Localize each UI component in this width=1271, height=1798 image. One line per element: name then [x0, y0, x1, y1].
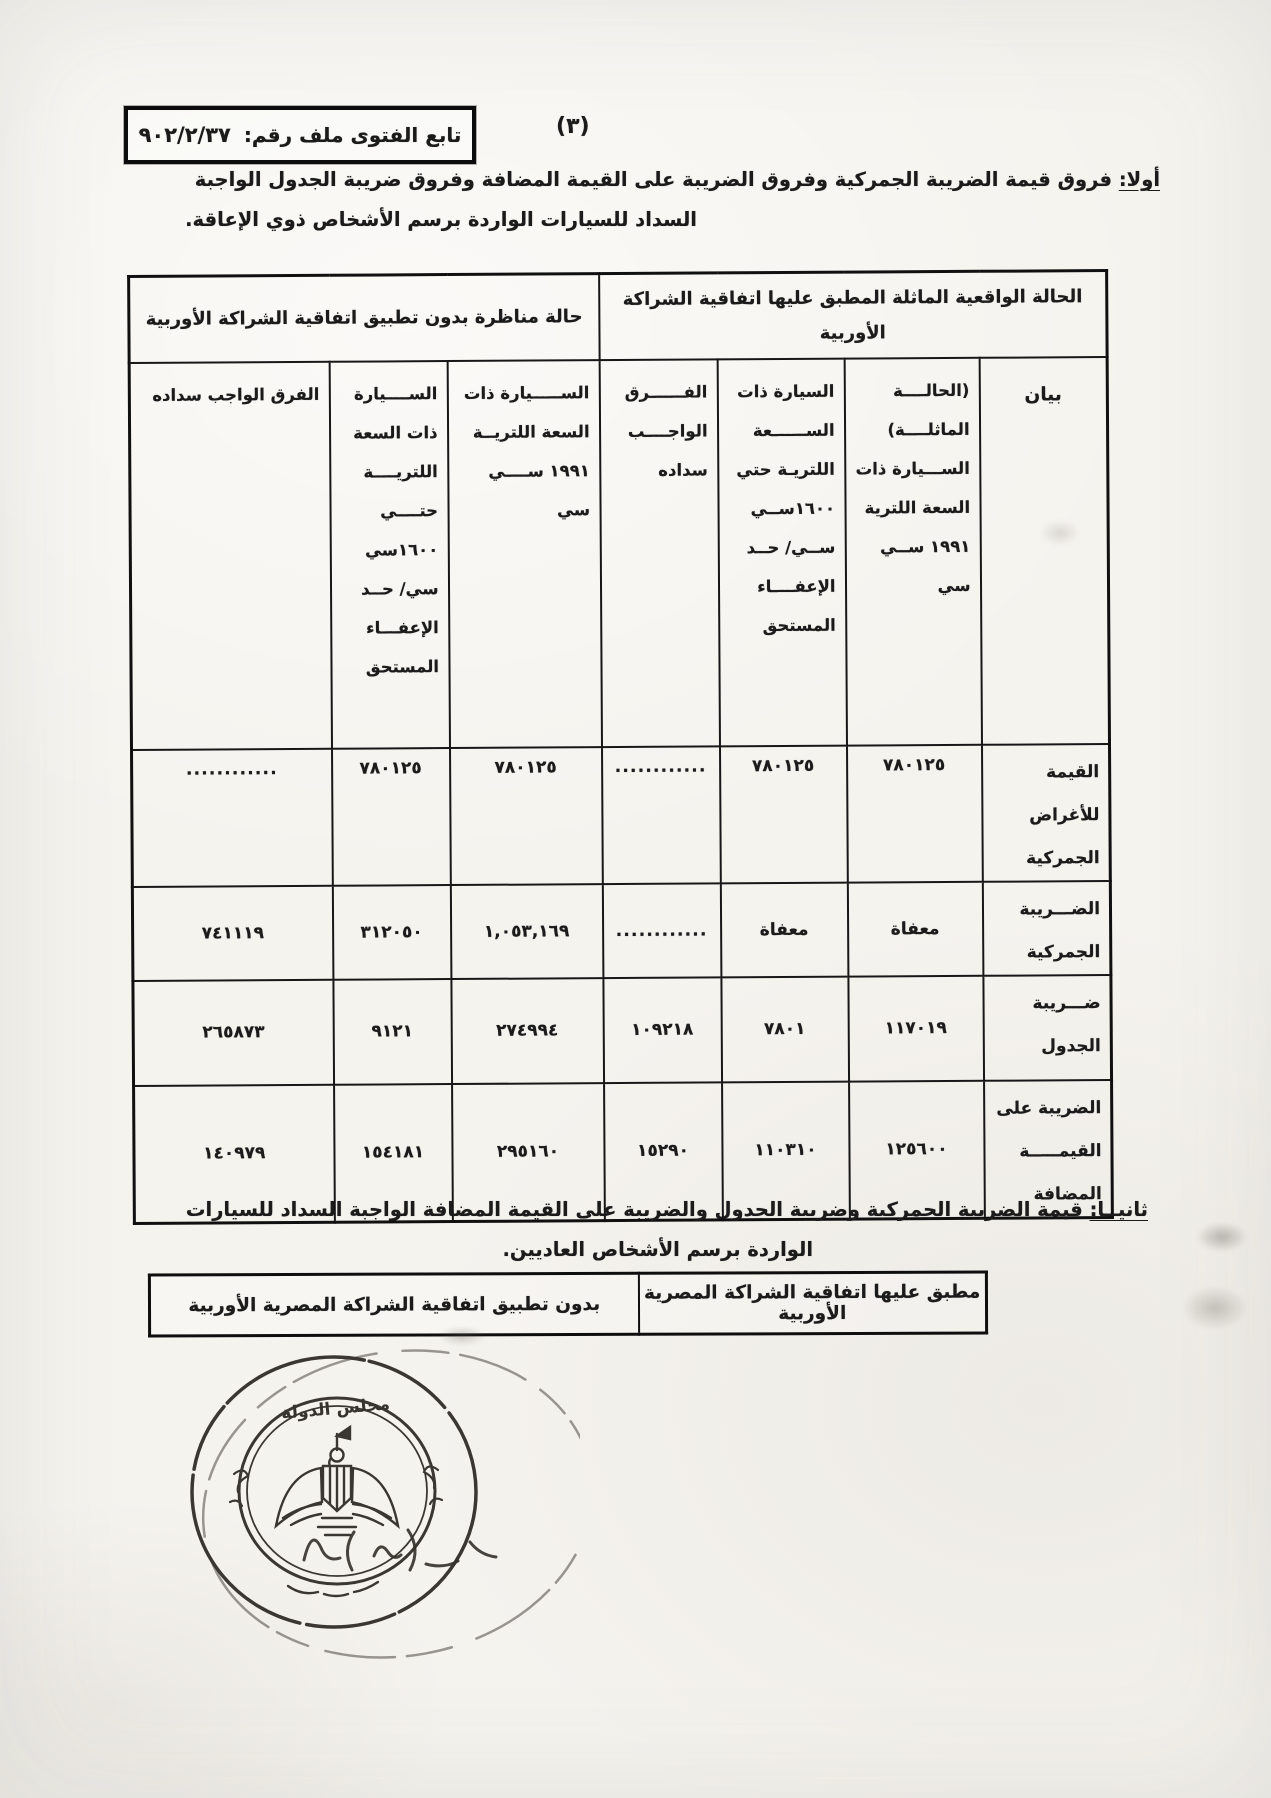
applied-agreement-cell: مطبق عليها اتفاقية الشراكة المصرية الأوربية [638, 1272, 986, 1334]
file-reference-box [124, 106, 476, 164]
scan-smudge [1196, 1222, 1248, 1252]
value-cell: ٢٦٥٨٧٣ [133, 979, 334, 1085]
column-header-1: (الحالــــة الماثلــــة) الســـيارة ذات السعة اللترية ١٩٩١ ســي سي [844, 357, 981, 745]
scan-smudge [1182, 1286, 1248, 1330]
value-cell: ٢٩٥١٦٠ [452, 1083, 605, 1221]
value-cell: ١٢٥٦٠٠ [849, 1080, 985, 1218]
section-two-paragraph [148, 1190, 1148, 1270]
value-cell: ١٥٤١٨١ [334, 1084, 453, 1222]
value-cell: ٧٨٠١ [721, 976, 849, 1082]
value-cell: ٣١٢٠٥٠ [332, 885, 451, 980]
value-cell: ١١٧٠١٩ [848, 975, 984, 1081]
column-header-6: الفرق الواجب سداده [129, 361, 331, 749]
value-cell: ٩١٢١ [333, 979, 452, 1085]
value-cell: ٧٨٠١٢٥ [450, 747, 603, 885]
value-cell: ٧٤١١١٩ [132, 885, 333, 980]
column-header-3: الفــــــرق الواجــــب سداده [599, 359, 719, 747]
table-row [149, 1272, 986, 1336]
tax-comparison-table [127, 269, 1114, 1224]
handwritten-annotation [288, 1510, 530, 1588]
value-cell: ١٤٠٩٧٩ [134, 1084, 335, 1223]
column-header-2: السيارة ذات الســــــعة اللتريـة حتي ١٦٠٠ســي ســي/ حــد الإعفــــاء المستحق [717, 358, 846, 746]
table-group-header-row [129, 271, 1108, 363]
group-header-comparable: حالة مناظرة بدون تطبيق اتفاقية الشراكة الأوربية [129, 274, 600, 363]
file-reference-label: تابع الفتوى ملف رقم: [243, 123, 462, 147]
stamp-title: مجلس الدولة [280, 1394, 391, 1424]
column-header-4: الســـــيارة ذات السعة اللتريــة ١٩٩١ ســــي سي [447, 360, 601, 748]
section-one-paragraph [128, 160, 1160, 240]
without-agreement-cell: بدون تطبيق اتفاقية الشراكة المصرية الأوربية [149, 1273, 638, 1336]
agreement-header-table [148, 1271, 988, 1338]
section-one-line1: أولا: فروق قيمة الضريبة الجمركية وفروق الضريبة على القيمة المضافة وفروق ضريبة الجدول الواجبة [194, 168, 1160, 191]
value-cell: معفاة [720, 882, 848, 977]
value-cell: ............ [602, 883, 721, 978]
state-council-stamp [150, 1342, 580, 1672]
table-row [133, 975, 1112, 1086]
table-row [132, 744, 1111, 887]
value-cell: ١١٠٣١٠ [722, 1081, 850, 1219]
table-column-header-row [129, 357, 1109, 750]
value-cell: ٧٨٠١٢٥ [847, 744, 983, 882]
row-label: الضريبة على القيمـــــة المضافة [984, 1080, 1113, 1218]
table-row [132, 881, 1111, 981]
value-cell: ٧٨٠١٢٥ [720, 745, 848, 883]
value-cell: ٢٧٤٩٩٤ [451, 978, 604, 1084]
group-header-applied: الحالة الواقعية الماثلة المطبق عليها اتفاقية الشراكة الأوربية [599, 271, 1108, 360]
value-cell: ١٠٩٢١٨ [603, 977, 722, 1083]
value-cell: ............ [601, 746, 720, 884]
value-cell: ............ [132, 748, 333, 886]
section-one-marker: أولا: [1118, 168, 1160, 191]
column-header-statement: بيان [979, 357, 1109, 745]
section-two-line2: الواردة برسم الأشخاص العاديين. [502, 1238, 813, 1261]
row-label: الضـــريبة الجمركية [982, 881, 1111, 976]
section-two-marker: ثانيــا: [1089, 1198, 1148, 1221]
value-cell: ١٥٢٩٠ [604, 1082, 723, 1220]
section-one-line2: السداد للسيارات الواردة برسم الأشخاص ذوي الإعاقة. [185, 208, 697, 231]
row-label: ضـــريبة الجدول [983, 975, 1112, 1081]
value-cell: ٧٨٠١٢٥ [332, 748, 451, 886]
row-label: القيمة للأغراض الجمركية [982, 744, 1111, 882]
file-reference-number: ٩٠٢/٢/٣٧ [138, 123, 231, 147]
page-number: (٣) [556, 114, 590, 139]
value-cell: ١,٠٥٣,١٦٩ [450, 884, 603, 979]
value-cell: معفاة [847, 881, 983, 976]
column-header-5: الســــيارة ذات السعة اللتريــــة حتــــي ١٦٠٠سي سي/ حــد الإعفـــاء المستحق [329, 361, 449, 749]
section-two-line1: ثانيــا: قيمة الضريبة الجمركية وضريبة الجدول والضريبة على القيمة المضافة الواجبة السداد للسيارات [185, 1198, 1148, 1221]
